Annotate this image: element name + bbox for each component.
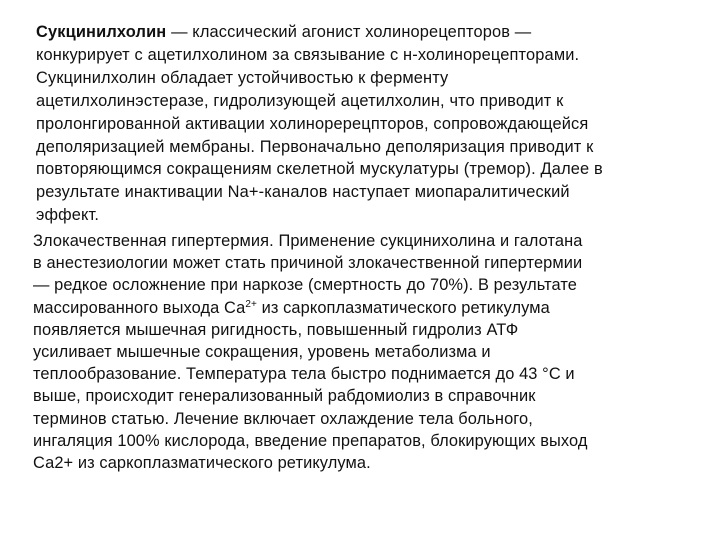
text-line: ацетилхолинэстеразе, гидролизующей ацетилхолин, что приводит к [36, 91, 564, 110]
text-line: Са2+ из саркоплазматического ретикулума. [33, 454, 371, 473]
text-line: результате инактивации Na+-каналов наступает миопаралитический [36, 183, 570, 202]
text-line: теплообразование. Температура тела быстро поднимается до 43 °C и [33, 365, 575, 384]
superscript-charge: 2+ [245, 298, 257, 310]
text-line: массированного выхода $Са^{2+}$ из саркоплазматического ретикулума [33, 298, 550, 317]
text-line: повторяющимся сокращениям скелетной мускулатуры (тремор). Далее в [36, 160, 603, 179]
text-line: эффект. [36, 206, 100, 225]
text-line: выше, происходит генерализованный рабдомиолиз в справочник [33, 387, 536, 406]
term-succinylcholine: Сукцинилхолин [36, 23, 167, 41]
term-malignant-hyperthermia: Злокачественная гипертермия [33, 232, 270, 250]
text-line: в анестезиологии может стать причиной злокачественной гипертермии [33, 254, 583, 273]
text-line: конкурирует с ацетилхолином за связывание с н-холинорецепторами. [36, 45, 580, 64]
text-line: усиливает мышечные сокращения, уровень метаболизма и [33, 343, 491, 362]
text-line: пролонгированной активации холиноререцпторов, сопровождающейся [36, 114, 589, 133]
text-line: ингаляция 100% кислорода, введение препаратов, блокирующих выход [33, 431, 588, 450]
text-line: деполяризацией мембраны. Первоначально деполяризация приводит к [36, 137, 594, 156]
malignant-hyperthermia-paragraph [33, 230, 673, 474]
succinylcholine-paragraph [36, 21, 668, 227]
text-line: Сукцинилхолин — классический агонист холинорецепторов — [36, 23, 532, 41]
text-line: терминов статью. Лечение включает охлаждение тела больного, [33, 409, 533, 428]
text-line: появляется мышечная ригидность, повышенный гидролиз АТФ [33, 320, 519, 339]
text-line: Сукцинилхолин обладает устойчивостью к ферменту [36, 68, 449, 87]
text-line: — редкое осложнение при наркозе (смертность до 70%). В результате [33, 276, 578, 295]
text-line: Злокачественная гипертермия. Применение сукцинихолина и галотана [33, 232, 583, 250]
